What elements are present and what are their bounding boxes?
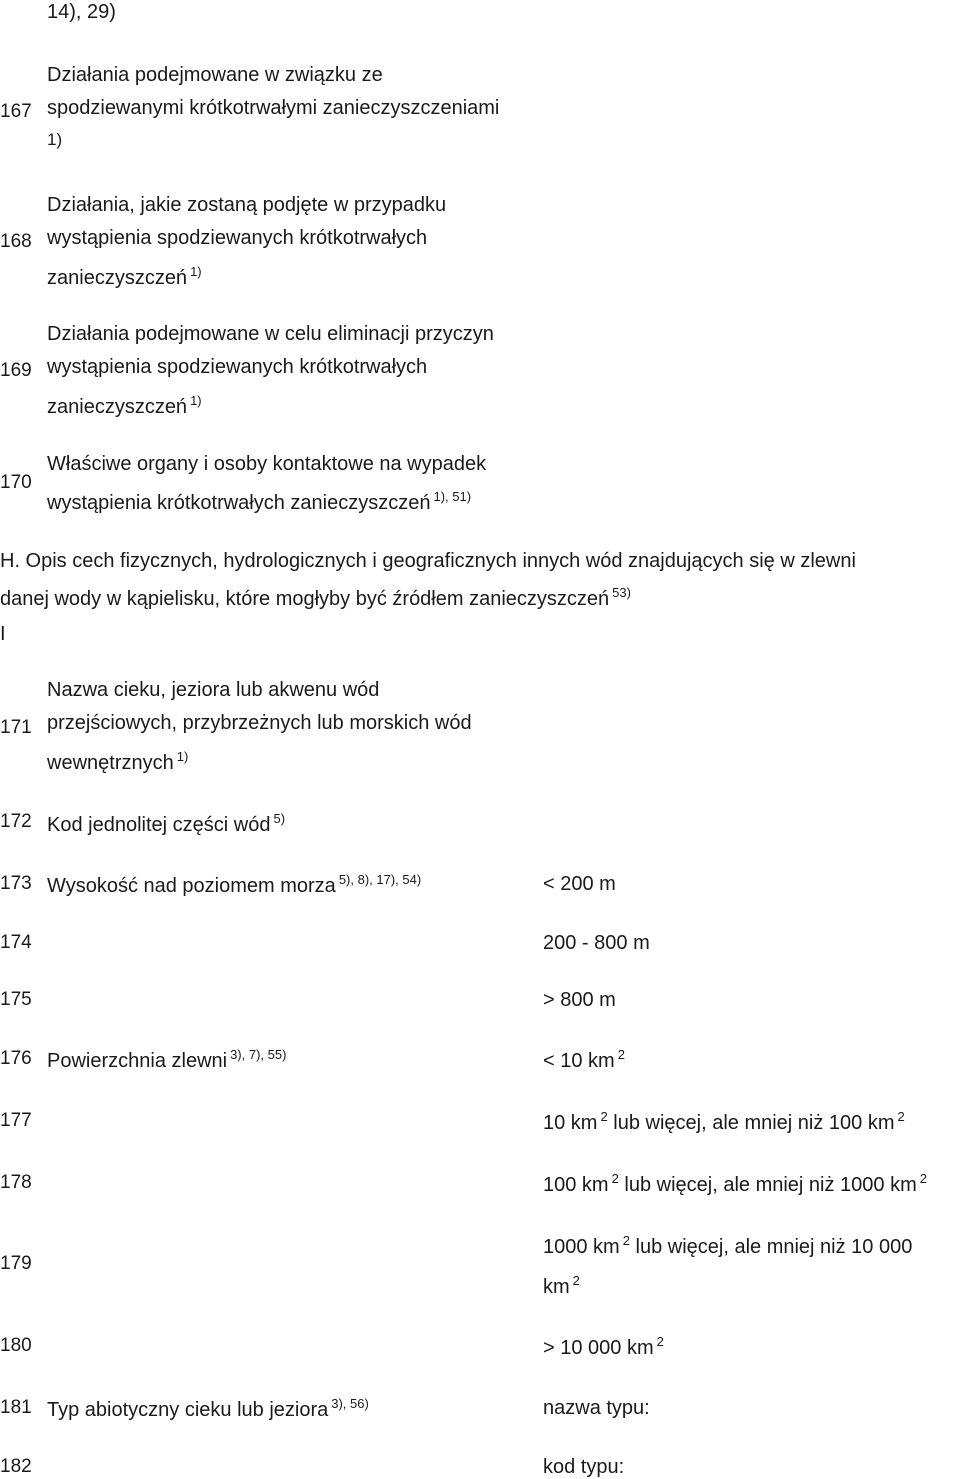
footnote-ref: 1)	[176, 749, 189, 764]
footnote-ref: 3), 7), 55)	[230, 1047, 287, 1062]
superscript: 2	[622, 1233, 630, 1248]
row-176-label: Powierzchnia zlewni $^{3), 7), 55)}$	[47, 1047, 287, 1072]
row-171-line-3: wewnętrznych $^{1)}$	[47, 749, 189, 774]
row-182-value: kod typu:	[543, 1456, 625, 1478]
row-181-value: nazwa typu:	[543, 1397, 650, 1419]
footnote-ref: 5)	[273, 811, 286, 826]
row-171-line-2: przejściowych, przybrzeżnych lub morskich wód	[47, 712, 472, 734]
row-number-175: 175	[0, 989, 32, 1010]
superscript: 2	[617, 1047, 625, 1062]
section-h-heading-line-1: H. Opis cech fizycznych, hydrologicznych i geograficznych innych wód znajdujących się w zlewni	[0, 550, 856, 572]
footnote-ref: 3), 56)	[331, 1396, 369, 1411]
row-167-line-2: spodziewanymi krótkotrwałymi zanieczyszczeniami	[47, 97, 500, 119]
row-number-176: 176	[0, 1048, 32, 1069]
row-180-value: > 10 000 km $^2$	[543, 1334, 664, 1359]
section-h-heading-line-2: danej wody w kąpielisku, które mogłyby być źródłem zanieczyszczeń $^{53)}$	[0, 585, 631, 610]
row-number-167: 167	[0, 101, 32, 122]
row-171-line-1: Nazwa cieku, jeziora lub akwenu wód	[47, 679, 380, 701]
superscript: 2	[572, 1273, 580, 1288]
row-170-line-1: Właściwe organy i osoby kontaktowe na wypadek	[47, 453, 487, 475]
footnote-ref: 1)	[190, 264, 202, 279]
footnote-ref: 5), 8), 17), 54)	[338, 872, 422, 887]
row-number-170: 170	[0, 472, 32, 493]
row-number-181: 181	[0, 1397, 32, 1418]
row-173-label: Wysokość nad poziomem morza $^{5), 8), 17), 54)}$	[47, 872, 422, 897]
row-172-label: Kod jednolitej części wód $^{5)}$	[47, 811, 286, 836]
row-number-180: 180	[0, 1335, 32, 1356]
row-number-171: 171	[0, 717, 32, 738]
footnote-ref: 53)	[612, 585, 631, 600]
row-number-173: 173	[0, 873, 32, 894]
row-179-value-line-1: 1000 km $^2$ lub więcej, ale mniej niż 10 000	[543, 1233, 913, 1258]
row-167-footnote: 1)	[47, 130, 63, 149]
row-number-179: 179	[0, 1253, 32, 1274]
row-173-value: < 200 m	[543, 873, 616, 895]
row-169-line-3: zanieczyszczeń $^{1)}$	[47, 393, 202, 418]
section-h-heading-line-3: I	[0, 623, 6, 645]
superscript: 2	[656, 1334, 664, 1349]
row-number-172: 172	[0, 811, 32, 832]
superscript: 2	[600, 1109, 608, 1124]
superscript: 2	[897, 1109, 905, 1124]
row-170-line-2: wystąpienia krótkotrwałych zanieczyszczeń $^{1), 51)}$	[47, 489, 472, 514]
row-number-178: 178	[0, 1172, 32, 1193]
row-178-value: 100 km $^2$ lub więcej, ale mniej niż 1000 km $^2$	[543, 1171, 927, 1196]
superscript: 2	[611, 1171, 619, 1186]
row-169-line-2: wystąpienia spodziewanych krótkotrwałych	[47, 356, 428, 378]
superscript: 2	[919, 1171, 927, 1186]
top-fragment: 14), 29)	[47, 1, 116, 23]
row-168-line-2: wystąpienia spodziewanych krótkotrwałych	[47, 227, 428, 249]
row-176-value: < 10 km $^2$	[543, 1047, 625, 1072]
row-number-182: 182	[0, 1456, 32, 1477]
row-174-value: 200 - 800 m	[543, 932, 650, 954]
row-181-label: Typ abiotyczny cieku lub jeziora $^{3), 56)}$	[47, 1396, 369, 1421]
row-number-168: 168	[0, 231, 32, 252]
row-175-value: > 800 m	[543, 989, 616, 1011]
row-169-line-1: Działania podejmowane w celu eliminacji przyczyn	[47, 323, 494, 345]
row-179-value-line-2: km $^2$	[543, 1273, 580, 1298]
footnote-ref: 1)	[190, 393, 202, 408]
row-168-line-3: zanieczyszczeń $^{1)}$	[47, 264, 202, 289]
row-167-line-1: Działania podejmowane w związku ze	[47, 64, 383, 86]
row-number-169: 169	[0, 360, 32, 381]
row-168-line-1: Działania, jakie zostaną podjęte w przypadku	[47, 194, 447, 216]
footnote-ref: 1), 51)	[433, 489, 472, 504]
row-number-177: 177	[0, 1110, 32, 1131]
row-number-174: 174	[0, 932, 32, 953]
row-177-value: 10 km $^2$ lub więcej, ale mniej niż 100 km $^2$	[543, 1109, 905, 1134]
